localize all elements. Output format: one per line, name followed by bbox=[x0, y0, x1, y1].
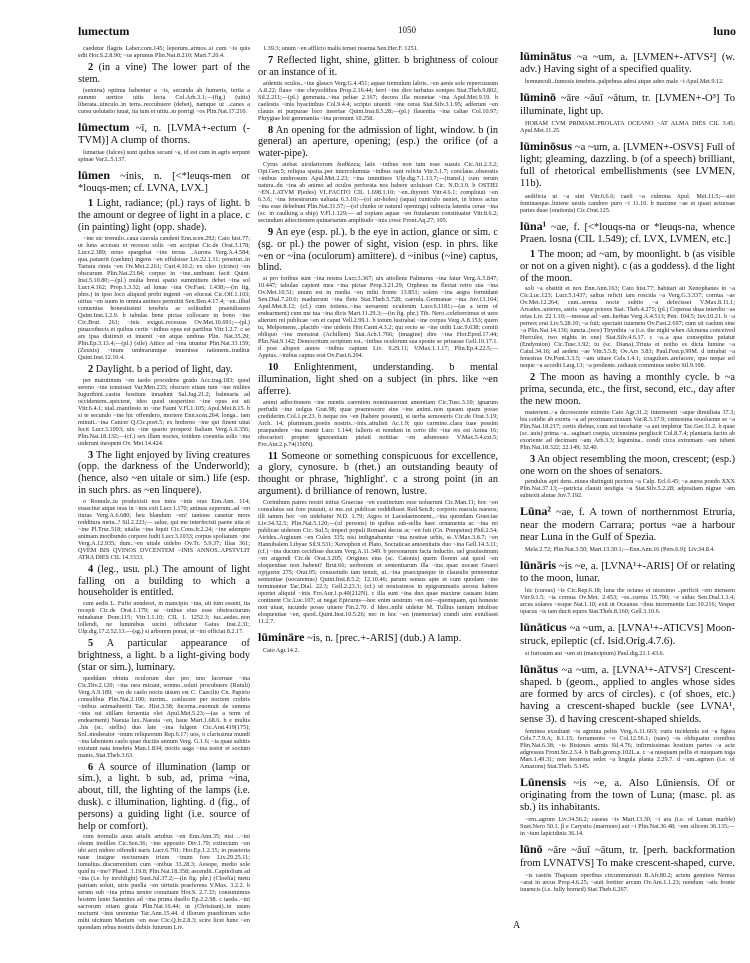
dictionary-entry-head bbox=[520, 663, 735, 726]
citation-block: (semina) optima habentur a ~is, secunda ab humeris, tertia a summo uertice uitis lecta Col.Arb.3.1;—(fig.) (uitis) liberata..uinculo..in terra..reccubuere (debet), namque ut ..canes a cursu uolutatio iuuat, ita tum et uitiu..m porrigi ~os Plin.Nat.17.210. bbox=[78, 86, 250, 115]
citation-block: o Romule..tu produxisti nos intra ~inis oras Enn.Ann. 114; enascitur atque oras in ~inis exit Lucr.1.170; animas superum..ad ~en ituras Verg.A.6.680; heu blandum ~en! tantone cauetur mors redditura metu..? Sil.2.223;— salue, qui me interfecisti paene uita et ~ine Pl.Truc.518; uitalia ~ina liquit Cic.Cons.fr.2.24; ~ine adempto animam moribundo corpore fudit Lucr.3.1033; corpus spoliatum ~ine Verg.A.12.935; dum..~en uitale uidebo Ov.Tr. 5.9.37; Ilias 361; QVEM BIS QVINOS DVCENTEM ~INIS ANNOS..APSTVLIT ATRA DIES CIL 14.3333. bbox=[78, 497, 250, 561]
dictionary-entry-head bbox=[520, 776, 735, 815]
sense-number: 2 bbox=[88, 363, 94, 375]
column-right bbox=[520, 44, 735, 895]
entry-definition: ~a ~um, a. [LVMEN+-OSVS] Full of light; gleaming, dazzling. b (of a speech) brilliant, full of rhetorical embellishments (see LVMEN, 11b). bbox=[520, 141, 735, 190]
entry-lemma: lūminātus bbox=[520, 49, 572, 63]
sense-number: 6 bbox=[88, 761, 94, 773]
sense-definition bbox=[520, 249, 735, 284]
dictionary-entry-head bbox=[78, 169, 250, 195]
entry-definition: ~a ~um, a. [LVNA¹+-ATVS²] Crescent-shaped. b (geom., applied to angles whose sides are formed by arcs of circles). c (of shoes, etc.) having a crescent-shaped buckle (see LVNA¹, sense 3). d having crescent-shaped shields. bbox=[520, 664, 735, 725]
entry-lemma: lūnāris bbox=[520, 558, 557, 573]
dictionary-entry-head bbox=[520, 621, 735, 647]
dictionary-entry-head bbox=[520, 220, 735, 246]
sense-definition bbox=[258, 55, 498, 79]
sense-number: 11 bbox=[268, 450, 278, 462]
column-middle bbox=[258, 44, 498, 656]
sense-definition bbox=[258, 227, 498, 274]
sense-number: 8 bbox=[268, 124, 274, 136]
sense-text: The moon; ad ~am, by moonlight. b (as visible or not on a given night). c (as a goddess). d the light of the moon. bbox=[520, 249, 735, 284]
sense-number: 5 bbox=[88, 638, 94, 650]
sense-definition bbox=[78, 638, 250, 673]
sense-definition bbox=[78, 62, 250, 86]
citation-block: cum tremulis anus attulit artubus ~en Enn.Ann.35; nisi ..~ini oleum instilles Cic.Sen.36; ~ine apposito Div.1.79; extinctum ~en ubi acri nidore offendit naris Lucr.6.791; Hor.Ep.1.2.35; in praetoria naue insigne nocturnum trium ~inum fore Liv.29.25.11; tumultus..discurrentium cum ~inibus 33.28.3; Aesope, medio sole quid tu ~ine? Phaed. 3.19.8; Plin.Nat.18.358; ascendit..Capitolium ad ~ina (i.e. by torchlight) Suet.Jul.37.2;—(in fig. phr.) (Cloelia) metu patriam soluit, uiris puella ~en uirtutis praeferens V.Max. 3.2.2. b serum sub ~ina prima uenire conuiuam Hor.S. 2.7.33; consumimus hostem lento Samnites ad ~ina prima duello Ep.2.2.98. c taeda..~ini sacrorum etiam grata Plin.Nat.16.44; ut (Christiani)..in usum nocturni ~inis urerentur Tac.Ann.15.44. d illorum praediorum scito mihi uicinum Marium ~en esse Cic.Q.fr.2.8.3; scire licet hunc ~en quondam rebus nostris dubiis futurum Liv. bbox=[78, 833, 250, 932]
entry-definition: ~a ~um, a. [LVMEN+-ATVS²] (w. adv.) Having sight of a specified quality. bbox=[520, 52, 735, 76]
sense-number: 2 bbox=[530, 372, 536, 384]
sense-number: 10 bbox=[268, 362, 279, 374]
entry-lemma: lūmināre bbox=[258, 629, 305, 644]
sense-text: An opening for the admission of light, window. b (in general) an aperture, opening; (esp.) the orifice (of a water-pipe). bbox=[258, 124, 498, 160]
sense-text: A source of illumination (lamp or sim.), a light. b sub, ad, prima ~ina, about, till, the lighting of the lamps (i.e. dusk). c illumination, lighting. d (fig., of persons) a guiding light (i.e. source of help or comfort). bbox=[78, 761, 250, 832]
citation-block: quoddam obtutu oculorum duo pro uno lucernae ~ina Cic.Div.2.120; ~ina rara micant, somno..soluti procubuere (Rutuli) Verg.A.9.189; ~en de caelo noctu uisum est C. Caecilio Cn. Papirio consulibus Plin.Nat.2.100; turrim.. conlucere per noctem crebris ~inibus animaduertit Tac. Hist.3.38; lucerna..euomuit de summa ~inis sui stillam feruentia olei Apul.Met.5.23;—(as a term of endearment) Naeuia lux..Naeuia ~en, haue Mart.1.68.6. b e multis ..his (sc. stellis) duo late ~ina fulgent Cic.Arat.419(175); Sol..moderator ~inum reliquorum Rep.6.17; uos, o clarissima mundi ~ina labentem caelo quae ducitis annum Verg. G.1.6; ~ia quae subitis existunt nata tenebris Man.1.834; noctis uaga ~ina testor et socium manis..Stat.Theb.3.63. bbox=[78, 674, 250, 759]
entry-definition: ~ae, f. A town of northernmost Etruria, near the modern Carrara; portus ~ae a harbour near Luna in the Gulf of Spezia. bbox=[520, 507, 735, 543]
sense-definition bbox=[78, 564, 250, 599]
dictionary-entry-head bbox=[520, 505, 735, 544]
citation-block: pendulus apri dens..niuea distinguit pectora ~a Calp. Ecl.6.45; ~a aurea pondo XXX Plin.Nat.37.13;—patricia clausit uestigia ~a Stat.Silv.5.2.28; adpositam nigrae ~am subtexit alutae Juv.7.192. bbox=[520, 478, 735, 500]
sense-text: An eye (esp. pl.). b the eye in action, glance or sim. c (sg. or pl.) the power of sight, vision (esp. in phrs. like ~en or ~ina (oculorum) amittere). d ~inibus (~ine) captus, blind. bbox=[258, 226, 498, 274]
citation-block: si pro foribus sunt ~ina nostra Lucr.3.367; uix attollens Palinurus ~ina fatur Verg.A.5.847; 10.447; tabulae capient mea ~ina pictae Prop.3.21.29; Orpheus ne flectat retro sua ~ina Ov.Met.10.51; unum est in media ~en mihi fronte 13.851; solem ~ina aegra formidant Sen.Dial.7.20.6; maduerunt ~ina fletu Stat.Theb.5.728; caerula..Germanae ~ina Juv.13.164; Apul.Met.8.12; (cf.) cum totiens..~ina uersarent oculorum Lucr.6.1181;—(as a term of endearment) cum me tua ~ina dicis Mart.11.29.3;—(in fig. phr.) Tib. Nero..celeberrimus et uere alterum rei publicae ~en et caput Vell.2.99.1. b totum lustrabat ~ine corpus Verg.A.8.153; quem tu, Melpomene,..placido ~ine uideris Hor.Carm.4.3.2; qui recto se ~ine uidit Luc.9.638; comiti obliquo ~ine monstrat (Achillem) Stat.Ach.1.766; (imagine) dire ~ina Hor.Epod.17.44; Plin.Nat.9.142; Democritum scriptum est..~inibus oculorum sua sponte se priuasse Gell.10.17.1. d post aliquot annos ~inibus captum Liv. 9.29.11; V.Max.1.1.17; Plin.Ep.4.22.5;—Appius..~inibus captus erat Ov.Fast.6.204. bbox=[258, 275, 498, 360]
entry-definition: ~āre ~āuī ~ātum, tr. [LVMEN+-O³] To illuminate, light up. bbox=[520, 93, 735, 117]
citation-block: cum aedis L. Fufio uenderet, in mancipio ~ina, uti tum essent, ita recepit Cic.de Orat.1.179; se ~inibus eius esse obstructurum minabatur Dom.115; Vitr.1.1.10; CIL 1. 1252.3; ius..aedes..non tollendi, ne luminibus uicini officiatur Gaius Inst.2.31; Ulp.dig.17.2.52.13.—(sg.) si arborem ponat, ut ~ini officiat 8.2.17. bbox=[78, 600, 250, 636]
entry-definition: ~is, n. [prec.+-ARIS] (dub.) A lamp. bbox=[307, 632, 462, 644]
citation-block: ~em..agrum Liv.34.56.2; caseus ~is Mart.13.30; ~i ara (i.e. of Lunan marble) Suet.Nero 50.1. β e Carystio (marmore) aut ~i Plin.Nat.36.48; ~em silicem 36.135;— in ~ium lapicidinis 36.14. bbox=[520, 816, 735, 838]
entry-lemma: lūminō bbox=[520, 90, 557, 105]
sense-definition bbox=[520, 372, 735, 407]
sense-number: 9 bbox=[268, 226, 274, 238]
entry-lemma: lūnātus bbox=[520, 661, 559, 676]
sense-text: Someone or something conspicuous for excellence, a glory, cynosure. b (rhet.) an outstanding beauty of thought or phrase, 'highlight'. c a strong point (in an argument). d brilliance of renown, lustre. bbox=[258, 450, 498, 497]
sense-text: Light, radiance; (pl.) rays of light. b the amount or degree of light in a place. c (in painting) light (opp. shade). bbox=[78, 198, 250, 233]
sense-number: 1 bbox=[88, 198, 94, 210]
dictionary-entry-head bbox=[520, 559, 735, 585]
sense-text: Enlightenment, understanding. b mental illumination, light shed on a subject (in phrs. like ~en afferre). bbox=[258, 362, 498, 397]
citation-block: Corinthum patres nostri totius Graeciae ~en exstinctum esse uoluerunt Cic.Man.11; hoc ~en consulatus sui fore putauit, si me..rei publicae reddidisset Red.Sen.8; corporis macula naeuos; illi tamen hoc ~en uidebatur N.D. 1.79; Argos et Lacedaemonem,..~ina quondam Graeciae Liv.34.32.5; Plin.Nat.5.120;—(of persons) in quibus sub-sellis haec ornamenta ac ~ina rei publicae uiderem Cic. Sul.5; imperi populi Romani decus ac ~en fuit (Cn. Pompeius) Phil.2.54; Atrides..Argiuum ~en Culex 335; nisi indignabuntur ~ina nostrae urbis, si..V.Max.3.8.7; ~en Hannibalem Libyae Sil.9.531; Xenophon et Plato, Socraticae amoenitatis duo ~ina Gell.14.3.11; (cf.) ~ina ducum cecidisse ducum Verg.A.11.349. b personarum facta inductio, uel grauissimum ~en augendi Cic.de Orat.3.205; Origines eius (sc. Catonis) quem florem aut quod ~en eloquentiae non habent? Brut.66; uerborum et sententiarum illa ~ina quae uocant Graeci σχήματα 275; Orat.95; consuetudo iam tenuit, ut..~ina praecipueque in clausulis ponerentur sententiae (uocaremus) Quint.Inst.8.5.2; 12.10.46; parum sensus apte et cum quodam ~ine terminantur Tac.Dial. 22.3; Gell.2.23.3; (cf.) ut nouissimos in epigrammatis uersus habere oportet aliquid ~inis Fro.Aur.1.p.40(212N). c illa sunt ~ina duo quae maxime causam istam continent Cic.Luc.107; at negat Epicurus—hoc enim uestrum ~en est—quemquam, qui honeste non uiuat, iucunde posse uiuere Fin.2.70. d Ideo..mihi uidetur M. Tullius tantum intulisse eloquentiae ~en, quod..Quint.Inst.10.5.26; nec in hoc ~en (memoriae) crandi uim extulisset 11.2.7. bbox=[258, 498, 498, 625]
sense-definition bbox=[258, 125, 498, 160]
entry-lemma: lūmectum bbox=[78, 119, 130, 134]
entry-lemma: Lūna² bbox=[520, 504, 551, 519]
entry-definition: ~āre ~āuī ~ātum, tr. [perh. backformation from LVNATVS] To make crescent-shaped, curve. bbox=[520, 845, 735, 869]
sense-number: 3 bbox=[530, 453, 536, 465]
entry-lemma: lūnāticus bbox=[520, 620, 567, 635]
dictionary-entry-head bbox=[520, 843, 735, 869]
citation-block: hic (cursus) ~is Cic.Rep.6.18; luna die octauo et uicesimo ..perficit ~em mensem Vitr.9.1.5; ~ia cornua Ov.Met. 2.453; ~es..currus 15.790; ~e sidus Sen.Dial.1.1.4; arcus solares ~esque Nat.1.10; exit ut Oceanus ~ibus incrementis Luc.10.216; Vesper opacus ~is iam ducit equos Stat.Theb.8.160; Gell.3.10.6. bbox=[520, 587, 735, 616]
citation-block: Cyrus aiebat uiridariorum διαθέσεις latis ~inibus non tam esse suauis Cic.Att.2.3.2; Opt.Gen.5; reliqua spatia..per intercolumnia ~inibus sunt relicta Vitr.5.1.7; conclaue..obseratis ~inibus umbrosum Apul.Met.2.23; ~ina immittere Ulp.dig.7.1.13.7;—(transf.) cum rerum natura..du ~ina ab animo ad oculos perforata nos habere uoluisset Cic. N.D.3.9. b OSTIEI ~EN..LATVM P(edes) VI..FACITO CIL 1.698.1.10; ~en..thyretri Vitr.4.6.1; compluuii ~en 6.3.6; ~ina fenestrarum ualuata 6.3.10;—(of air-holes) (aqua) cuniculo ueniet, in binos actus ~ina esse debebunt Plin.Nat.31.57;—(of chinks or natural openings) subiecta latentia cerae ~ina (sc. in caulking a ship) V.Fl.1.129;— ad copiam aquae ~en fistularum constituatur Vitr.8.6.2; secundum adiectionem quinariarum amplitudo ~inis cresc Front.Aq.27; 105. bbox=[258, 160, 498, 224]
sense-number: 3 bbox=[88, 449, 94, 461]
entry-definition: ~ae, f. [<*louqs-na or *leuqs-na, whence Praen. losna (CIL 1.549); cf. LVX, LVMEN, etc.] bbox=[520, 221, 735, 245]
dictionary-entry-head bbox=[520, 91, 735, 117]
sense-text: (leg., usu. pl.) The amount of light falling on a building to which a householder is entitled. bbox=[78, 563, 250, 599]
margin-letter: A bbox=[513, 920, 521, 931]
citation-block: HORAM CVM PRIMAM..PROLATA OCEANO ~AT ALMA DIES CIL 3.45; Apul.Met.11.25. bbox=[520, 119, 735, 134]
sense-definition bbox=[520, 454, 735, 478]
citation-block: feminea exsultant ~is agmina peltis Verg.A.11.663; cutis incidenda est ~a figura Cels.7.7.9.A; 8.1.15; ferramento ~o Col.12.56.1; (nare) ~is obliquatur cornibus Plin.Nat.6.38; ~is Bistones armis Sil.4.76; infirmissimas hostium partes ~a acie adgressus Front.Str.2.3.4. b Balb.grom.p.102L.a. c ~a nusquam pellis et nusquam toga Mart.1.49.31; non hesterna sedet ~a lingula planta 2.29.7. d ~um..agmen (i.e. of Amazons) Stat.Theb. 5.145. bbox=[520, 727, 735, 770]
entry-definition: ~a ~um, a. [LVNA¹+-ATICVS] Moon-struck, epileptic (cf. Isid.Orig.4.7.6). bbox=[520, 623, 735, 647]
citation-block: si furiosum aut ~um sit (mancipium) Paul.dig.21.1.43.6. bbox=[525, 649, 665, 657]
sense-number: 2 bbox=[88, 62, 94, 73]
sense-definition bbox=[78, 364, 250, 376]
dictionary-entry-head bbox=[78, 121, 250, 147]
entry-lemma: Lūnensis bbox=[520, 774, 567, 789]
sense-definition bbox=[78, 762, 250, 833]
dictionary-entry-head bbox=[520, 50, 735, 76]
sense-definition bbox=[258, 451, 498, 498]
sense-definition bbox=[78, 198, 250, 233]
sense-number: 4 bbox=[88, 563, 94, 575]
sense-text: An object resembling the moon, crescent; (esp.) one worn on the shoes of senators. bbox=[520, 453, 735, 477]
sense-text: The light enjoyed by living creatures (opp. the darkness of the Underworld); (hence, also ~en uitale or sim.) life (esp. in such phrs. as ~en linquere). bbox=[78, 449, 250, 496]
citation-block: animi adfectionem ~ine mentis carentem nominauerunt amentiam Cic.Tusc.3.10; ignarum perfudit ~ine uolgus Grat.98; quae praenoscere sine ~ine animi..non queam quam posse crediderim Col.1.pr.23. b neque res ~en (habere possunt), si uerba semoueris Cic.de Orat.3.19; Arch. 14; plurimum..poetis nostris..~inis..attulisti Ac.1.9; quo carmine..clara tuae possim praepandere ~ina menti Lucr. 1.144; falleris et nondum in certo tibi ~ine res est Aetna 16; obscuriori propter ignorantiam pietati notitiae ~en adsmoueo V.Max.5.4.ext.5; Fro.Aur.2.p.74(150N). bbox=[258, 398, 498, 448]
citation-block: caedetur flagris Laber.com.145; leporum..armos..si cum ~is quis edit Hor.S.2.8.90; ~us aprunus Plin.Nat.8.210; Mart.7.20.4. bbox=[78, 45, 250, 59]
sense-text: Daylight. b a period of light, day. bbox=[95, 363, 233, 375]
citation-block: lumariae (falces) sunt quibus secant ~a, id est cum in agris serpunt spinae Var.L.5.137. bbox=[78, 149, 250, 163]
entry-lemma: lūna¹ bbox=[520, 218, 547, 233]
sense-number: 1 bbox=[530, 249, 536, 261]
sense-text: A particular appearance of brightness, a light. b a light-giving body (star or sim.), luminary. bbox=[78, 638, 250, 673]
entry-lemma: lūnō bbox=[520, 842, 543, 857]
right-guide-word: luno bbox=[713, 24, 736, 38]
sense-number: 7 bbox=[268, 55, 274, 66]
entry-definition: ~is ~e, a. Also Lūniensis. Of or originating from the town of Luna; (masc. pl. as sb.) its inhabitants. bbox=[520, 777, 735, 814]
dictionary-entry-head bbox=[520, 140, 735, 191]
sense-text: (in a vine) The lower part of the stem. bbox=[78, 62, 250, 85]
citation-block: aedificia ut ~a sint Vitr.6.6.6; caeli ~a culmina Apul. Met.11.5;—uiri feminaeque..lintene uestis candore puro ~i 11.10. b maxime ~ae et quasi actuosae partes duae (orationis) Cic.Orat.125. bbox=[520, 192, 735, 214]
sense-text: Reflected light, shine, glitter. b brightness of colour or an instance of it. bbox=[258, 55, 498, 78]
entry-lemma: lūminōsus bbox=[520, 138, 573, 153]
citation-block: per matutinum ~en tardo procedens gradu Acc.trag.183; quod sereno ~ine tonuisset Var.Men.233; obscuro etiam tum ~ine milites Iugurthini..castra hostium innadunt Sal.Jug.21.2; balnearia ad occidentem..spectent, ideo quod uespertino ~ine opus est uti Vitr.6.4.1; uial..manifesto in ~ine Fauni V.Fl.1.105; Apul.Met.8.15. b si te secundo ~ine hic offendero, moriere Enn.scen.264; longa.. iam minuit..~ina Cancer Q.Cic.poet.5; ex hoderno ~ine qui finem uitai fecit Lucr.3.1093; uix ~ine quarto prospexi Italiam Verg.A.6.356; Plin.Nat.18.132;—(cf.) sex illam noctes, totidem coeuntia solis ~ina uiderunt ineopem Ov. Met.14.424. bbox=[78, 376, 250, 447]
page-number: 1050 bbox=[398, 25, 416, 35]
sense-definition bbox=[78, 450, 250, 497]
sense-definition bbox=[258, 362, 498, 397]
citation-block: ~ine sic tremulo..caua caerula candent Enn.scen.292; Cato hist.77; ut luna accessu et recessu solis ~en accipiat Cic.de Orat.3.178; Lucr.2.389; nouo spargebat ~ine terras ..Aurora Verg.A.4.584; qua..patuerit (caelum) ingens ~en effulsisse Liv.22.1.11; penetrat..in Tartara rimis ~en Ov.Met.2.261; Curt.4.10.2; ex oleo (cicino) ~en obscurum Plin.Nat.23.84; corpus in ~ine..umbram facit Quint. Inst.5.10.80;—(pl.) multa breui spatio summittere debet ~ina sol Lucr.4.162; Prop.1.3.32; ad lunae ~ina Ov.Fast. 1.438;—(in fig. phrs.) in ipso loco aliquod probi ingenii ~en eluceat Cic.Off.1.103; uirtus ~en suum in omnia animos permittit Sen.Ben.4.17.4; ~en..illud conuentus honestissimi tenebris ac solitudini praetulissem Quint.Inst.1.2.9. b tabulas bene pictas collocare in bono ~ine Cic.Brut. 261; ~inis exigui..recessus Ov.Met.10.691;—(pl.) pinacothecis et quibus certis ~inibus opus est partibus Vitr.1.2.7. c se ars ipsa distinxit et inuenit ~en atque umbras Plin. Nat.35.29; Plin.Ep.3.13.4;—(pl.) (sile) Attico ad ~ina utuntur Plin.Nat.33.159; (Zeuxis) ~inum umbrarumque inuenisse rationem..traditur Quint.Inst.12.10.4. bbox=[78, 234, 250, 361]
citation-block: soli ~a obstitit et nox Enn.Ann.163; Cato hist.77; habitari ait Xenophanes in ~a Cic.Luc.123; Lucr.5.1437; saltus reficit iam roscida ~a Verg.G.3.337; cornua ~ae Ov.Met.12.264; cum..serena nocte subito ~a defecisset V.Max.8.11.1; Arcades..ueteres, astris ~aque priores Stat. Theb.4.275; (pl.) Copenas duas interdiu ~as ortas Liv. 22.1.10;—messae ad ~am..herbae Verg.A.4.513; Petr. 104.5; Juv.10.21. b ~a pernox erat Liv.5.28.10; ~a fuit; spectant iuuenem Ov.Fast.2.697; cum sit caelum sine ~a Plin.Nat.14.136; iuncta..(nox) Tirynthia ~a (i.e. the night when Alcmena conceived Hercules, two nights in one) Stat.Silv.4.6.17. c ~a..a qua consopitus putatur (Endymion) Cic.Tusc.1.92; tu (sc. Diana)..Triuia et notho es dicta lumine ~a Catul.34.16; ad aedem ~ae Vitr.5.5.8; Ov.Ars 3.83; Paul.Fest.p.99M. d intrabat ~a fenestras Ov.Pont.3.3.5; ~am uitare Cels.1.4.1; coagulum..arefacere, quo neque sol neque ~a accedit Larg.13; ~a prodente..radiauit comminus umbo Sil.9.108. bbox=[520, 285, 735, 370]
citation-block: Mela 2.72; Plin.Nat.3.50; Mart.13.30.1;—Enn.Ann.16 (Pers.6.9); Liv.34.8.4. bbox=[525, 546, 716, 554]
citation-block: ardentis oculos..~ine glauco Verg.G.4.451; aquae tremulum labris..~en aenis sole repercussum A.8.22; flauo ~ine chrysolithos Prop.2.16.44; ferri ~ine diro turbatus sonipes Stat.Theb.9.802; Sil.2.211;—(pl.) gemmata..~ina peltae 2.167; decora illa monetae ~ina Apul.Met.9.19. b caelestis ~inis hyacinthus Col.9.4.4; scripto uiuenti ~ine ceras Stat.Silv.3.1.95; adferunt ~en clauus et purpurae loco insertae Quint.Inst.8.5.28;—(pl.) flauentia ~ina caltae Col.10.97; Phrygiae loti gemmantia ~ina promunt 10.258. bbox=[258, 79, 498, 122]
citation-block: 1.39.3; unum ~en afflicto malis temet reserua Sen.Her.F. 1251. bbox=[263, 45, 419, 52]
citation-block: materiem..~a decrescente eximito Cato Agr.31.2; intermestri ~aque dimidiata 37.3; bis cotidie ab exorta ~a ad proximam nouam Var.R.3.17.9; centesima reuoluente se ~a Plin.Nat.18.217; certis diebus, cum aut incohatur ~a aut impletur Tac.Ger.11.2. b quae (sc. auis) prima ~a.. saginari coepta, uicensima pergliscit Col.8.7.4; plantaria facito ab exoriente ad decimam ~am Arb.3.3; legumina.. condi circa extremam ~am iubent Plin.Nat.18.322; 22.149; 32.40. bbox=[520, 408, 735, 451]
dictionary-entry-head bbox=[258, 631, 498, 645]
citation-block: homunculi..fumosis tenebris..palpebras adesi atque adeo male ~i Apul.Met.9.12. bbox=[525, 78, 724, 86]
running-head bbox=[78, 24, 736, 40]
entry-lemma: lūmen bbox=[78, 168, 111, 182]
column-left bbox=[78, 44, 250, 933]
left-guide-word: lumectum bbox=[78, 24, 130, 38]
citation-block: ~is castris Thapsum operibus circummuniuit B.Afr.80.2; aciem geminos Nereus ~arat in arcus Prop.4.6.25; ~auit fortiter arcum Ov.Am.1.1.23; nondum ~atis fronte iuuencis (i.e. fully horned) Stat.Theb.6.267. bbox=[520, 871, 735, 893]
citation-block: Cato Agr.14.2. bbox=[263, 646, 300, 654]
entry-definition: ~inis, n. [<*leuqs-men or *louqs-men; cf. LVNA, LVX.] bbox=[78, 171, 250, 195]
sense-text: The moon as having a monthly cycle. b ~a prima, secunda, etc., the first, second, etc., day after the new moon. bbox=[520, 372, 735, 408]
entry-definition: ~is ~e, a. [LVNA¹+-ARIS] Of or relating to the moon, lunar. bbox=[520, 561, 735, 585]
entry-definition: ~ī, n. [LVMA+-ectum (-TVM)] A clump of thorns. bbox=[78, 122, 250, 146]
